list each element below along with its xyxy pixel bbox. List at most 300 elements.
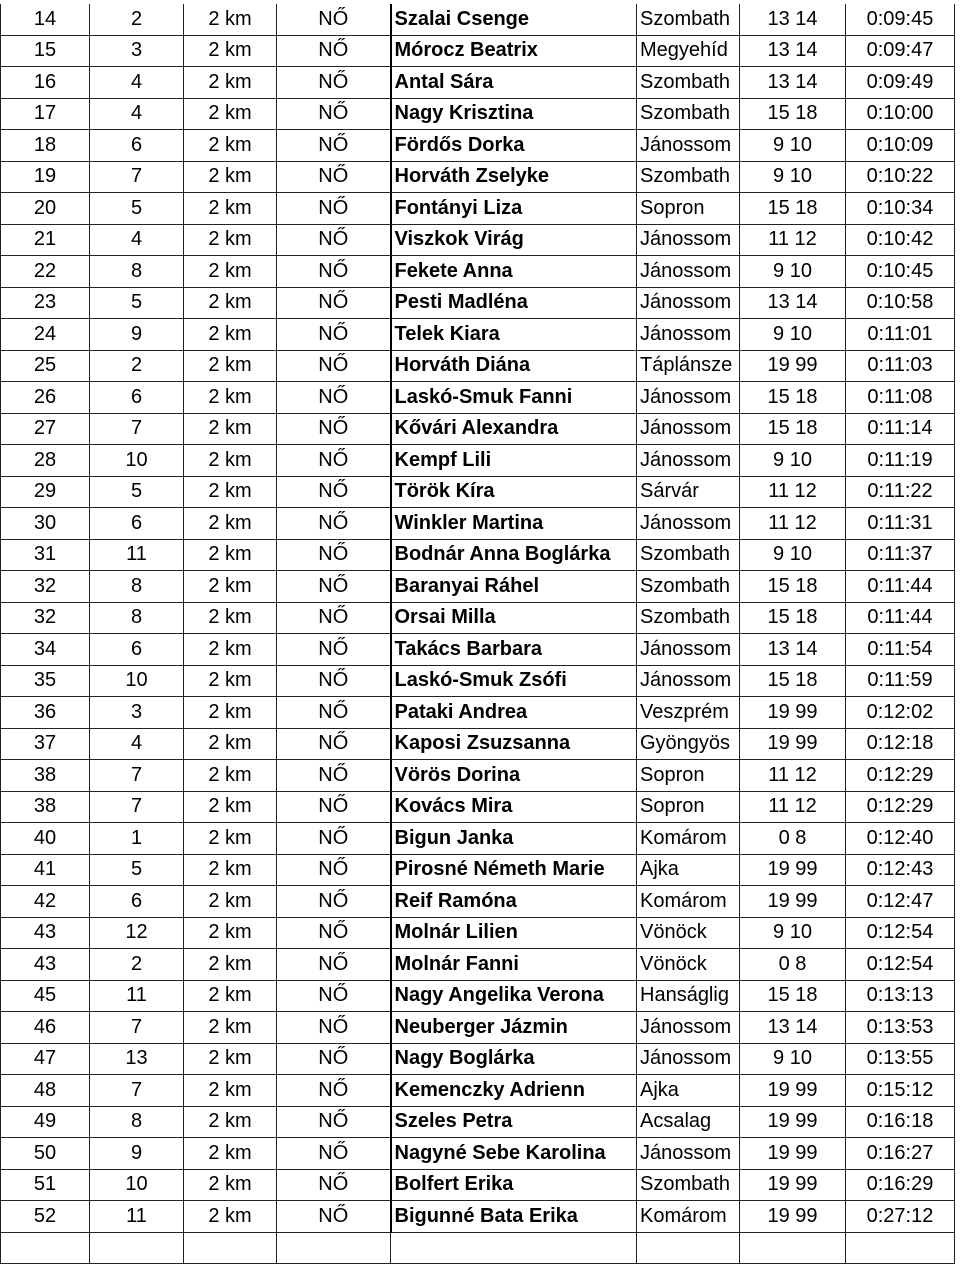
gender-cell: NŐ [277, 917, 391, 949]
age-group-cell: 13 14 [740, 287, 846, 319]
table-row [1, 319, 955, 351]
distance-cell: 2 km [184, 602, 277, 634]
table-row [1, 130, 955, 162]
distance-cell: 2 km [184, 539, 277, 571]
category-rank-cell: 4 [90, 67, 184, 99]
time-cell: 0:13:13 [846, 980, 955, 1012]
empty-cell [1, 1232, 90, 1264]
category-rank-cell: 11 [90, 1201, 184, 1233]
table-row [1, 854, 955, 886]
name-cell: Fekete Anna [391, 256, 637, 288]
age-group-cell: 13 14 [740, 1012, 846, 1044]
distance-cell: 2 km [184, 697, 277, 729]
age-group-cell: 15 18 [740, 413, 846, 445]
time-cell: 0:11:19 [846, 445, 955, 477]
name-cell: Kővári Alexandra [391, 413, 637, 445]
table-row [1, 445, 955, 477]
distance-cell: 2 km [184, 35, 277, 67]
gender-cell: NŐ [277, 413, 391, 445]
category-rank-cell: 10 [90, 445, 184, 477]
table-row [1, 193, 955, 225]
rank-cell: 34 [1, 634, 90, 666]
rank-cell: 32 [1, 571, 90, 603]
time-cell: 0:10:22 [846, 161, 955, 193]
age-group-cell: 19 99 [740, 697, 846, 729]
table-row [1, 98, 955, 130]
age-group-cell: 13 14 [740, 4, 846, 35]
name-cell: Orsai Milla [391, 602, 637, 634]
distance-cell: 2 km [184, 886, 277, 918]
time-cell: 0:11:44 [846, 571, 955, 603]
table-row [1, 1138, 955, 1170]
gender-cell: NŐ [277, 4, 391, 35]
name-cell: Nagy Krisztina [391, 98, 637, 130]
name-cell: Reif Ramóna [391, 886, 637, 918]
age-group-cell: 19 99 [740, 1201, 846, 1233]
category-rank-cell: 3 [90, 35, 184, 67]
distance-cell: 2 km [184, 1075, 277, 1107]
time-cell: 0:12:29 [846, 791, 955, 823]
time-cell: 0:11:37 [846, 539, 955, 571]
rank-cell: 42 [1, 886, 90, 918]
age-group-cell: 9 10 [740, 130, 846, 162]
category-rank-cell: 11 [90, 980, 184, 1012]
time-cell: 0:10:09 [846, 130, 955, 162]
table-row [1, 1075, 955, 1107]
name-cell: Pirosné Németh Marie [391, 854, 637, 886]
name-cell: Kemenczky Adrienn [391, 1075, 637, 1107]
age-group-cell: 0 8 [740, 949, 846, 981]
rank-cell: 29 [1, 476, 90, 508]
age-group-cell: 15 18 [740, 665, 846, 697]
gender-cell: NŐ [277, 98, 391, 130]
category-rank-cell: 11 [90, 539, 184, 571]
time-cell: 0:12:02 [846, 697, 955, 729]
category-rank-cell: 10 [90, 665, 184, 697]
rank-cell: 47 [1, 1043, 90, 1075]
distance-cell: 2 km [184, 256, 277, 288]
age-group-cell: 13 14 [740, 67, 846, 99]
rank-cell: 21 [1, 224, 90, 256]
table-row [1, 949, 955, 981]
time-cell: 0:12:18 [846, 728, 955, 760]
club-cell: Jánossom [637, 287, 740, 319]
rank-cell: 19 [1, 161, 90, 193]
rank-cell: 18 [1, 130, 90, 162]
table-row [1, 760, 955, 792]
distance-cell: 2 km [184, 980, 277, 1012]
table-row [1, 1012, 955, 1044]
distance-cell: 2 km [184, 382, 277, 414]
table-row [1, 539, 955, 571]
gender-cell: NŐ [277, 728, 391, 760]
table-row [1, 413, 955, 445]
club-cell: Jánossom [637, 224, 740, 256]
empty-cell [90, 1232, 184, 1264]
age-group-cell: 15 18 [740, 571, 846, 603]
club-cell: Jánossom [637, 256, 740, 288]
gender-cell: NŐ [277, 1169, 391, 1201]
age-group-cell: 11 12 [740, 224, 846, 256]
rank-cell: 24 [1, 319, 90, 351]
club-cell: Jánossom [637, 130, 740, 162]
gender-cell: NŐ [277, 791, 391, 823]
rank-cell: 27 [1, 413, 90, 445]
distance-cell: 2 km [184, 823, 277, 855]
name-cell: Szeles Petra [391, 1106, 637, 1138]
table-row [1, 1043, 955, 1075]
category-rank-cell: 10 [90, 1169, 184, 1201]
age-group-cell: 15 18 [740, 602, 846, 634]
category-rank-cell: 2 [90, 350, 184, 382]
age-group-cell: 13 14 [740, 634, 846, 666]
rank-cell: 20 [1, 193, 90, 225]
rank-cell: 41 [1, 854, 90, 886]
club-cell: Hanságlig [637, 980, 740, 1012]
name-cell: Laskó-Smuk Zsófi [391, 665, 637, 697]
rank-cell: 25 [1, 350, 90, 382]
distance-cell: 2 km [184, 1012, 277, 1044]
category-rank-cell: 8 [90, 1106, 184, 1138]
gender-cell: NŐ [277, 854, 391, 886]
club-cell: Táplánsze [637, 350, 740, 382]
age-group-cell: 11 12 [740, 760, 846, 792]
club-cell: Gyöngyös [637, 728, 740, 760]
name-cell: Molnár Fanni [391, 949, 637, 981]
name-cell: Neuberger Jázmin [391, 1012, 637, 1044]
category-rank-cell: 5 [90, 854, 184, 886]
name-cell: Bigun Janka [391, 823, 637, 855]
table-row [1, 886, 955, 918]
age-group-cell: 11 12 [740, 476, 846, 508]
distance-cell: 2 km [184, 1169, 277, 1201]
gender-cell: NŐ [277, 35, 391, 67]
age-group-cell: 0 8 [740, 823, 846, 855]
age-group-cell: 15 18 [740, 193, 846, 225]
distance-cell: 2 km [184, 224, 277, 256]
time-cell: 0:13:53 [846, 1012, 955, 1044]
rank-cell: 52 [1, 1201, 90, 1233]
gender-cell: NŐ [277, 760, 391, 792]
gender-cell: NŐ [277, 1075, 391, 1107]
age-group-cell: 19 99 [740, 1075, 846, 1107]
age-group-cell: 15 18 [740, 98, 846, 130]
table-row [1, 980, 955, 1012]
club-cell: Komárom [637, 1201, 740, 1233]
age-group-cell: 19 99 [740, 728, 846, 760]
name-cell: Kempf Lili [391, 445, 637, 477]
table-row [1, 697, 955, 729]
distance-cell: 2 km [184, 319, 277, 351]
table-row [1, 67, 955, 99]
table-row [1, 476, 955, 508]
category-rank-cell: 9 [90, 319, 184, 351]
name-cell: Török Kíra [391, 476, 637, 508]
empty-row [1, 1232, 955, 1264]
category-rank-cell: 12 [90, 917, 184, 949]
gender-cell: NŐ [277, 1012, 391, 1044]
age-group-cell: 9 10 [740, 319, 846, 351]
distance-cell: 2 km [184, 445, 277, 477]
table-row [1, 382, 955, 414]
club-cell: Jánossom [637, 1138, 740, 1170]
time-cell: 0:12:47 [846, 886, 955, 918]
category-rank-cell: 7 [90, 1075, 184, 1107]
distance-cell: 2 km [184, 4, 277, 35]
category-rank-cell: 13 [90, 1043, 184, 1075]
distance-cell: 2 km [184, 193, 277, 225]
gender-cell: NŐ [277, 634, 391, 666]
gender-cell: NŐ [277, 445, 391, 477]
category-rank-cell: 5 [90, 476, 184, 508]
club-cell: Szombath [637, 1169, 740, 1201]
rank-cell: 16 [1, 67, 90, 99]
table-row [1, 256, 955, 288]
empty-cell [391, 1232, 637, 1264]
results-table [0, 4, 955, 1264]
club-cell: Szombath [637, 571, 740, 603]
club-cell: Jánossom [637, 1043, 740, 1075]
distance-cell: 2 km [184, 949, 277, 981]
age-group-cell: 9 10 [740, 445, 846, 477]
name-cell: Viszkok Virág [391, 224, 637, 256]
rank-cell: 36 [1, 697, 90, 729]
club-cell: Szombath [637, 539, 740, 571]
table-row [1, 1106, 955, 1138]
time-cell: 0:11:22 [846, 476, 955, 508]
rank-cell: 22 [1, 256, 90, 288]
gender-cell: NŐ [277, 382, 391, 414]
time-cell: 0:09:47 [846, 35, 955, 67]
category-rank-cell: 8 [90, 256, 184, 288]
club-cell: Szombath [637, 4, 740, 35]
club-cell: Vönöck [637, 917, 740, 949]
name-cell: Mórocz Beatrix [391, 35, 637, 67]
category-rank-cell: 8 [90, 571, 184, 603]
club-cell: Jánossom [637, 445, 740, 477]
rank-cell: 48 [1, 1075, 90, 1107]
distance-cell: 2 km [184, 1201, 277, 1233]
distance-cell: 2 km [184, 67, 277, 99]
name-cell: Fördős Dorka [391, 130, 637, 162]
rank-cell: 45 [1, 980, 90, 1012]
time-cell: 0:10:45 [846, 256, 955, 288]
gender-cell: NŐ [277, 602, 391, 634]
distance-cell: 2 km [184, 287, 277, 319]
age-group-cell: 9 10 [740, 539, 846, 571]
category-rank-cell: 8 [90, 602, 184, 634]
age-group-cell: 11 12 [740, 508, 846, 540]
time-cell: 0:11:59 [846, 665, 955, 697]
age-group-cell: 15 18 [740, 980, 846, 1012]
gender-cell: NŐ [277, 886, 391, 918]
gender-cell: NŐ [277, 67, 391, 99]
category-rank-cell: 6 [90, 886, 184, 918]
time-cell: 0:10:58 [846, 287, 955, 319]
club-cell: Ajka [637, 854, 740, 886]
distance-cell: 2 km [184, 728, 277, 760]
distance-cell: 2 km [184, 634, 277, 666]
gender-cell: NŐ [277, 823, 391, 855]
club-cell: Jánossom [637, 665, 740, 697]
club-cell: Vönöck [637, 949, 740, 981]
name-cell: Takács Barbara [391, 634, 637, 666]
category-rank-cell: 6 [90, 508, 184, 540]
distance-cell: 2 km [184, 1043, 277, 1075]
distance-cell: 2 km [184, 760, 277, 792]
gender-cell: NŐ [277, 130, 391, 162]
rank-cell: 26 [1, 382, 90, 414]
category-rank-cell: 2 [90, 949, 184, 981]
table-row [1, 1169, 955, 1201]
distance-cell: 2 km [184, 791, 277, 823]
category-rank-cell: 5 [90, 287, 184, 319]
distance-cell: 2 km [184, 161, 277, 193]
club-cell: Sopron [637, 193, 740, 225]
rank-cell: 43 [1, 917, 90, 949]
category-rank-cell: 7 [90, 413, 184, 445]
empty-cell [277, 1232, 391, 1264]
club-cell: Szombath [637, 67, 740, 99]
table-row [1, 728, 955, 760]
distance-cell: 2 km [184, 854, 277, 886]
time-cell: 0:12:54 [846, 949, 955, 981]
rank-cell: 31 [1, 539, 90, 571]
age-group-cell: 19 99 [740, 1169, 846, 1201]
time-cell: 0:11:14 [846, 413, 955, 445]
time-cell: 0:11:01 [846, 319, 955, 351]
rank-cell: 40 [1, 823, 90, 855]
age-group-cell: 9 10 [740, 1043, 846, 1075]
table-row [1, 4, 955, 35]
time-cell: 0:16:27 [846, 1138, 955, 1170]
name-cell: Kovács Mira [391, 791, 637, 823]
name-cell: Bodnár Anna Boglárka [391, 539, 637, 571]
time-cell: 0:10:34 [846, 193, 955, 225]
time-cell: 0:11:03 [846, 350, 955, 382]
rank-cell: 14 [1, 4, 90, 35]
category-rank-cell: 9 [90, 1138, 184, 1170]
club-cell: Jánossom [637, 508, 740, 540]
name-cell: Nagy Angelika Verona [391, 980, 637, 1012]
rank-cell: 35 [1, 665, 90, 697]
rank-cell: 49 [1, 1106, 90, 1138]
time-cell: 0:27:12 [846, 1201, 955, 1233]
distance-cell: 2 km [184, 665, 277, 697]
gender-cell: NŐ [277, 571, 391, 603]
time-cell: 0:13:55 [846, 1043, 955, 1075]
table-row [1, 35, 955, 67]
gender-cell: NŐ [277, 665, 391, 697]
club-cell: Sopron [637, 791, 740, 823]
club-cell: Veszprém [637, 697, 740, 729]
gender-cell: NŐ [277, 476, 391, 508]
name-cell: Szalai Csenge [391, 4, 637, 35]
empty-cell [637, 1232, 740, 1264]
name-cell: Nagyné Sebe Karolina [391, 1138, 637, 1170]
distance-cell: 2 km [184, 1106, 277, 1138]
category-rank-cell: 7 [90, 1012, 184, 1044]
age-group-cell: 19 99 [740, 886, 846, 918]
name-cell: Horváth Diána [391, 350, 637, 382]
name-cell: Antal Sára [391, 67, 637, 99]
distance-cell: 2 km [184, 571, 277, 603]
gender-cell: NŐ [277, 1106, 391, 1138]
gender-cell: NŐ [277, 1043, 391, 1075]
distance-cell: 2 km [184, 413, 277, 445]
table-row [1, 350, 955, 382]
age-group-cell: 19 99 [740, 1138, 846, 1170]
time-cell: 0:16:29 [846, 1169, 955, 1201]
table-row [1, 791, 955, 823]
gender-cell: NŐ [277, 949, 391, 981]
rank-cell: 32 [1, 602, 90, 634]
gender-cell: NŐ [277, 1138, 391, 1170]
table-row [1, 287, 955, 319]
gender-cell: NŐ [277, 1201, 391, 1233]
age-group-cell: 9 10 [740, 256, 846, 288]
name-cell: Kaposi Zsuzsanna [391, 728, 637, 760]
name-cell: Molnár Lilien [391, 917, 637, 949]
name-cell: Winkler Martina [391, 508, 637, 540]
age-group-cell: 9 10 [740, 917, 846, 949]
table-row [1, 161, 955, 193]
time-cell: 0:12:54 [846, 917, 955, 949]
rank-cell: 43 [1, 949, 90, 981]
club-cell: Szombath [637, 98, 740, 130]
gender-cell: NŐ [277, 161, 391, 193]
age-group-cell: 19 99 [740, 350, 846, 382]
category-rank-cell: 1 [90, 823, 184, 855]
category-rank-cell: 5 [90, 193, 184, 225]
table-row [1, 1201, 955, 1233]
category-rank-cell: 3 [90, 697, 184, 729]
name-cell: Horváth Zselyke [391, 161, 637, 193]
gender-cell: NŐ [277, 539, 391, 571]
table-row [1, 823, 955, 855]
age-group-cell: 9 10 [740, 161, 846, 193]
category-rank-cell: 6 [90, 382, 184, 414]
age-group-cell: 13 14 [740, 35, 846, 67]
name-cell: Nagy Boglárka [391, 1043, 637, 1075]
empty-cell [184, 1232, 277, 1264]
distance-cell: 2 km [184, 98, 277, 130]
table-row [1, 917, 955, 949]
gender-cell: NŐ [277, 319, 391, 351]
time-cell: 0:09:49 [846, 67, 955, 99]
gender-cell: NŐ [277, 287, 391, 319]
club-cell: Jánossom [637, 1012, 740, 1044]
club-cell: Komárom [637, 823, 740, 855]
club-cell: Sopron [637, 760, 740, 792]
category-rank-cell: 6 [90, 130, 184, 162]
rank-cell: 50 [1, 1138, 90, 1170]
club-cell: Komárom [637, 886, 740, 918]
gender-cell: NŐ [277, 256, 391, 288]
club-cell: Acsalag [637, 1106, 740, 1138]
gender-cell: NŐ [277, 697, 391, 729]
rank-cell: 38 [1, 760, 90, 792]
table-row [1, 508, 955, 540]
gender-cell: NŐ [277, 224, 391, 256]
time-cell: 0:12:40 [846, 823, 955, 855]
rank-cell: 46 [1, 1012, 90, 1044]
gender-cell: NŐ [277, 193, 391, 225]
name-cell: Bigunné Bata Erika [391, 1201, 637, 1233]
rank-cell: 37 [1, 728, 90, 760]
rank-cell: 51 [1, 1169, 90, 1201]
time-cell: 0:12:43 [846, 854, 955, 886]
